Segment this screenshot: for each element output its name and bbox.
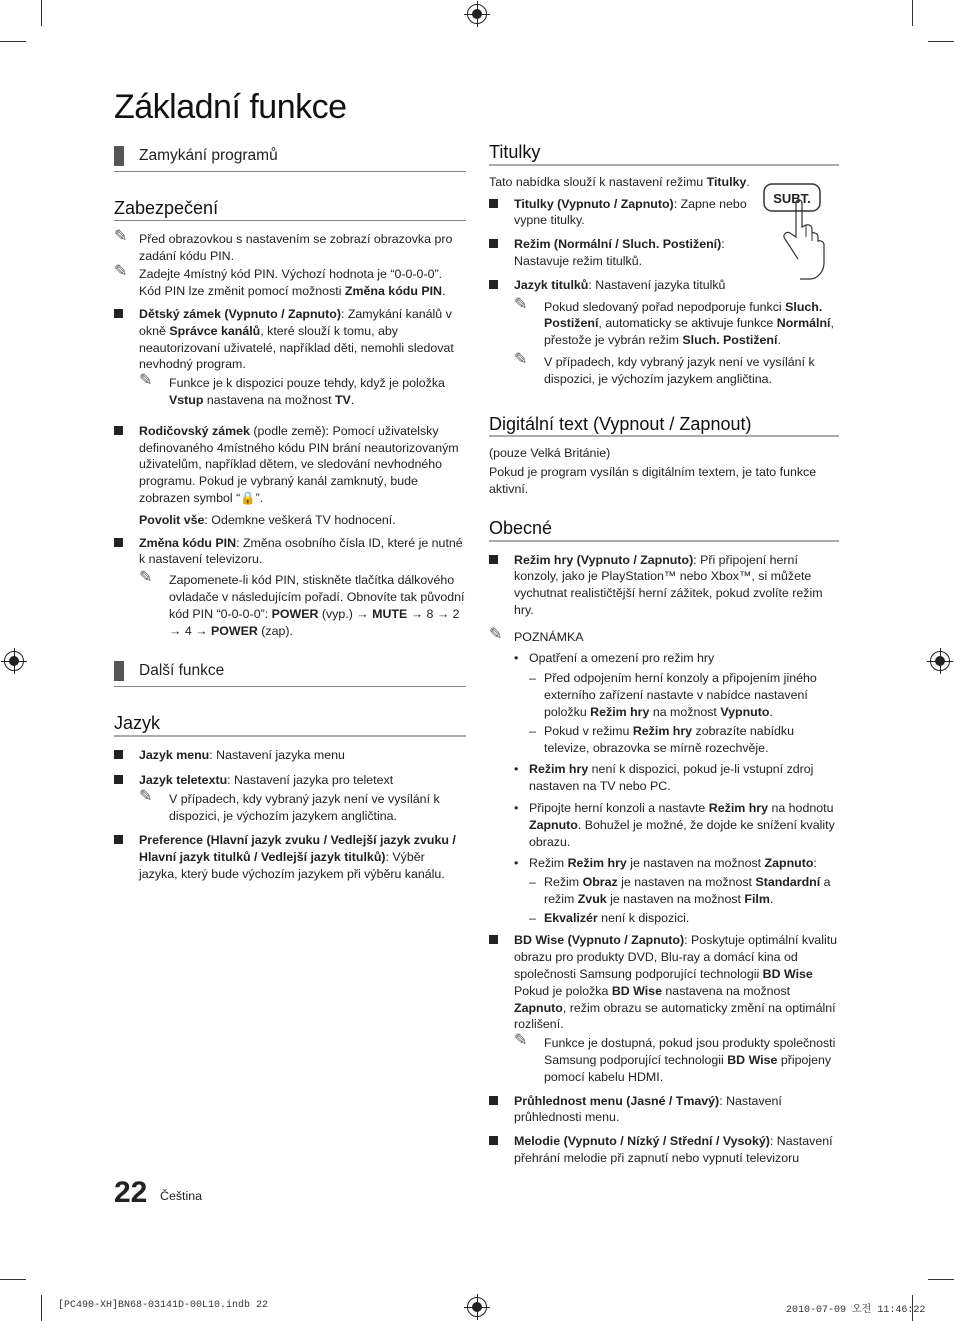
bullet-dash-icon: – <box>529 875 536 890</box>
bullet-dot-icon: • <box>514 856 519 871</box>
registration-mark-icon <box>930 651 950 671</box>
right-column <box>489 144 839 1167</box>
note-bold: POWER <box>211 623 258 638</box>
item-title: Režim hry (Vypnuto / Zapnuto) <box>514 552 694 567</box>
item-text: : Nastavení jazyka menu <box>209 748 345 763</box>
list-item <box>514 650 839 667</box>
list-item <box>514 800 839 850</box>
note-text: V případech, kdy vybraný jazyk není ve vysílání k dispozici, je výchozím jazykem angličtina. <box>544 354 815 386</box>
pencil-note-icon: ✎ <box>139 372 153 390</box>
item-title: Změna kódu PIN <box>139 535 237 550</box>
item-bold: Standardní <box>755 875 821 890</box>
bullet-square-icon <box>489 1136 498 1145</box>
subt-label: SUBT. <box>773 191 811 206</box>
bullet-square-icon <box>489 199 498 208</box>
item-text: nastavena na možnost <box>661 983 791 998</box>
heading-obecne: Obecné <box>489 520 839 542</box>
note-bold: BD Wise <box>727 1053 778 1068</box>
bullet-dot-icon: • <box>514 800 519 815</box>
bullet-square-icon <box>489 555 498 564</box>
item-text: : Nastavení přehrání melodie při zapnutí nebo vypnutí televizoru <box>514 1134 833 1166</box>
crop-mark <box>0 1279 26 1280</box>
item-text: : Výběr jazyka, který bude výchozím jazykem při výběru kanálu. <box>139 850 445 881</box>
page-language: Čeština <box>160 1189 203 1203</box>
pencil-note-icon: ✎ <box>514 350 528 368</box>
list-item <box>114 423 466 529</box>
list-item <box>489 236 754 270</box>
item-bold: Správce kanálů <box>169 323 261 338</box>
item-text: na hodnotu <box>768 800 834 815</box>
pencil-note-icon: ✎ <box>114 263 128 281</box>
list-item <box>529 723 839 757</box>
note-bold: POWER <box>271 606 319 621</box>
list-item <box>489 1093 839 1127</box>
item-bold: Zapnuto <box>529 817 578 832</box>
item-title: Dětský zámek (Vypnuto / Zapnuto) <box>139 306 341 321</box>
print-timestamp: 2010-07-09 오전 11:46:22 <box>786 1305 926 1316</box>
item-title: Titulky (Vypnuto / Zapnuto) <box>514 196 674 211</box>
section-bar-icon <box>114 146 124 166</box>
bullet-dot-icon: • <box>514 650 519 665</box>
item-bold: Ekvalizér <box>544 910 598 925</box>
registration-mark-icon <box>467 4 487 24</box>
bullet-square-icon <box>489 239 498 248</box>
item-text: není k dispozici. <box>597 910 690 925</box>
item-title: Melodie (Vypnuto / Nízký / Střední / Vysoký) <box>514 1134 770 1149</box>
item-text: Pokud je položka <box>514 983 612 998</box>
item-bold: Zvuk <box>577 891 607 906</box>
paragraph: Tato nabídka slouží k nastavení režimu Titulky. <box>489 174 750 189</box>
bullet-square-icon <box>489 935 498 944</box>
note-text: Pokud sledovaný pořad nepodporuje funkci <box>544 299 786 314</box>
bullet-dash-icon: – <box>529 723 536 738</box>
section-header-zamykani <box>114 144 466 172</box>
note-text: Před obrazovkou s nastavením se zobrazí obrazovka pro zadání kódu PIN. <box>139 231 453 263</box>
item-text: : Při připojení herní konzoly, jako je PlayStation™ nebo Xbox™, si můžete vychutnat realističtější herní zážitek, pokud zvolíte režim hry. <box>514 552 823 617</box>
item-text: Režim <box>529 856 568 871</box>
crop-mark <box>41 0 42 26</box>
note: ✎ Pokud sledovaný pořad nepodporuje funkci Sluch. Postižení, automaticky se aktivuje funkce Normální, přestože je vybrán režim Sluch. Postižení. <box>514 295 834 348</box>
crop-mark <box>928 41 954 42</box>
note-text: připojeny pomocí kabelu HDMI. <box>544 1053 832 1084</box>
note-text: Zapomenete-li kód PIN, stiskněte tlačítka dálkového ovladače v následujícím pořadí. Obnovíte tak původní kód PIN “0-0-0-0”: <box>169 573 465 621</box>
item-text: . Bohužel je možné, že dojde ke snížení kvality obrazu. <box>529 817 835 849</box>
item-bold: Režim hry <box>632 723 693 738</box>
pencil-note-icon: ✎ <box>139 569 153 587</box>
list-item <box>114 772 466 824</box>
item-title: Průhlednost menu (Jasné / Tmavý) <box>514 1093 720 1108</box>
item-text: : Nastavení jazyka pro teletext <box>227 772 394 787</box>
list-item <box>514 761 839 795</box>
note-list <box>489 650 839 927</box>
item-bold: BD Wise <box>611 983 662 998</box>
item-bold: Film <box>744 891 770 906</box>
bullet-square-icon <box>489 280 498 289</box>
note-text: → 8 → 2 → 4 → <box>169 606 460 638</box>
para-bold: Titulky <box>706 174 747 189</box>
paragraph: (pouze Velká Británie) <box>489 446 611 461</box>
note-bold: Normální <box>776 316 831 331</box>
note <box>114 227 466 265</box>
item-title: Jazyk menu <box>139 748 210 763</box>
item-text: : Zamykání kanálů v okně <box>139 306 452 338</box>
sub-list <box>514 670 839 756</box>
item-title: Jazyk titulků <box>514 277 589 292</box>
list-item <box>114 306 466 409</box>
pencil-note-icon: ✎ <box>514 1032 528 1050</box>
bullet-dash-icon: – <box>529 910 536 925</box>
note <box>514 1032 839 1085</box>
pencil-note-icon: ✎ <box>139 787 153 805</box>
heading-titulky: Titulky <box>489 144 839 166</box>
note <box>139 787 466 825</box>
item-text: : Nastavení průhlednosti menu. <box>514 1093 782 1125</box>
note-text: Zadejte 4místný kód PIN. Výchozí hodnota je “0-0-0-0”. Kód PIN lze změnit pomocí možnosti <box>139 267 443 299</box>
list-item <box>114 747 466 764</box>
section-title: Další funkce <box>139 661 225 679</box>
heading-digitalni-text: Digitální text (Vypnout / Zapnout) <box>489 416 839 438</box>
note-bold: Vstup <box>169 392 204 407</box>
list-item: – Režim Obraz je nastaven na možnost Standardní a režim Zvuk je nastaven na možnost Film. <box>529 875 831 906</box>
bullet-dash-icon: – <box>529 671 536 686</box>
note-header <box>489 625 839 646</box>
note: ✎ Funkce je k dispozici pouze tehdy, když je položka Vstup nastavena na možnost TV. <box>139 372 445 407</box>
item-bold: Režim hry <box>529 762 589 777</box>
left-column <box>114 144 466 883</box>
pencil-note-icon: ✎ <box>489 625 503 643</box>
note-text: , přestože je vybrán režim <box>544 316 834 348</box>
bullet-square-icon <box>114 538 123 547</box>
item-text: je nastaven na možnost <box>606 891 745 906</box>
section-title: Zamykání programů <box>139 146 278 164</box>
bullet-square-icon <box>114 775 123 784</box>
item-text: Režim <box>544 875 583 890</box>
bullet-square-icon <box>114 750 123 759</box>
note-bold: Sluch. Postižení <box>682 333 778 348</box>
item-text: Připojte herní konzoli a nastavte <box>529 800 709 815</box>
crop-mark <box>928 1279 954 1280</box>
item-text: : Odemkne veškerá TV hodnocení. <box>204 512 396 527</box>
note <box>139 569 466 639</box>
paragraph: Pokud je program vysílán s digitálním textem, je tato funkce aktivní. <box>489 465 817 496</box>
item-text: : Zapne nebo vypne titulky. <box>514 196 747 228</box>
heading-jazyk: Jazyk <box>114 715 466 737</box>
item-text: Před odpojením herní konzoly a připojením jiného externího zařízení nastavte v nabídce nastavení položku <box>544 671 817 719</box>
item-text: Opatření a omezení pro režim hry <box>529 650 715 665</box>
item-bold: Režim hry <box>567 856 627 871</box>
item-text: : Poskytuje optimální kvalitu obrazu pro produkty DVD, Blu-ray a domácí kina od společnosti Samsung podporující technologii <box>514 933 838 982</box>
pencil-note-icon: ✎ <box>514 295 528 313</box>
print-file-info: [PC490-XH]BN68-03141D-00L10.indb 22 <box>58 1300 269 1311</box>
item-bold: Vypnuto <box>720 704 770 719</box>
note-text: (vyp.) → <box>318 606 373 621</box>
crop-mark <box>41 1295 42 1321</box>
bullet-square-icon <box>489 1096 498 1105</box>
bullet-dot-icon: • <box>514 762 519 777</box>
item-title: Režim (Normální / Sluch. Postižení) <box>514 237 722 252</box>
list-item: • Režim Režim hry je nastaven na možnost Zapnuto: <box>514 856 817 871</box>
note-text: (zap). <box>257 623 293 638</box>
item-detail <box>139 512 466 529</box>
note-text: V případech, kdy vybraný jazyk není ve vysílání k dispozici, je výchozím jazykem angličtina. <box>169 791 440 823</box>
page-number: 22 <box>114 1176 148 1209</box>
item-bold: Režim hry <box>590 704 650 719</box>
list-item <box>489 1133 839 1167</box>
item-title: Preference (Hlavní jazyk zvuku / Vedlejší jazyk zvuku / Hlavní jazyk titulků / Vedlejší jazyk titulků) <box>139 833 456 865</box>
note: ✎ Zadejte 4místný kód PIN. Výchozí hodnota je “0-0-0-0”. Kód PIN lze změnit pomocí možnosti Změna kódu PIN. <box>114 263 446 299</box>
bullet-square-icon <box>114 426 123 435</box>
item-text: je nastaven na možnost <box>617 875 756 890</box>
item-text: : Změna osobního čísla ID, které je nutné k nastavení televizoru. <box>139 535 463 567</box>
list-item <box>529 910 839 927</box>
item-bold: Režim hry <box>708 800 768 815</box>
item-text: (podle země): Pomocí uživatelsky definovaného 4místného kódu PIN brání neautorizovaným uživatelům, například dětem, ve sledování nevhodného programu. Pokud je vybraný kanál zamknutý, bude zobrazen symbol “🔒”. <box>139 423 459 505</box>
list-item <box>114 535 466 640</box>
item-title: BD Wise (Vypnuto / Zapnuto) <box>514 933 685 948</box>
item-text: , režim obrazu se automaticky změní na optimální rozlišení. <box>514 1000 836 1032</box>
pencil-note-icon: ✎ <box>114 227 128 245</box>
crop-mark <box>0 41 26 42</box>
item-text: není k dispozici, pokud je-li vstupní zdroj nastaven na TV nebo PC. <box>529 762 814 794</box>
note-text: nastavena na možnost <box>203 392 335 407</box>
list-item <box>489 196 764 230</box>
note-bold: Sluch. Postižení <box>544 299 823 331</box>
note <box>514 350 839 388</box>
registration-mark-icon <box>4 651 24 671</box>
section-bar-icon <box>114 661 124 681</box>
list-item <box>489 277 839 388</box>
note-bold: TV <box>334 392 351 407</box>
item-text: Pokud v režimu <box>544 723 633 738</box>
list-item: – Před odpojením herní konzoly a připojením jiného externího zařízení nastavte v nabídce nastavení položku Režim hry na možnost Vypnuto. <box>529 671 817 719</box>
note-text: Funkce je dostupná, pokud jsou produkty společnosti Samsung podporující technologii <box>544 1036 836 1068</box>
bullet-square-icon <box>114 835 123 844</box>
item-text: je nastaven na možnost <box>626 856 765 871</box>
item-title: Jazyk teletextu <box>139 772 228 787</box>
section-header-dalsi <box>114 659 466 687</box>
item-text: : Nastavuje režim titulků. <box>514 237 725 268</box>
sub-list <box>514 874 839 926</box>
para-text: Tato nabídka slouží k nastavení režimu <box>489 174 707 189</box>
note-bold: Změna kódu PIN <box>344 284 442 299</box>
item-text: na možnost <box>649 704 721 719</box>
registration-mark-icon <box>467 1297 487 1317</box>
heading-zabezpeceni: Zabezpečení <box>114 200 466 221</box>
crop-mark <box>912 0 913 26</box>
item-title: Rodičovský zámek <box>139 423 250 438</box>
item-bold: Zapnuto <box>764 856 814 871</box>
item-text: : Nastavení jazyka titulků <box>588 277 726 292</box>
item-bold: Povolit vše <box>139 512 205 527</box>
item-bold: Obraz <box>582 875 618 890</box>
item-text: , které slouží k tomu, aby neautorizovaní uživatelé, například děti, nemohli sledovat nevhodný program. <box>139 323 454 372</box>
bullet-square-icon <box>114 309 123 318</box>
list-item <box>489 932 839 1085</box>
list-item <box>489 552 839 619</box>
item-text: a režim <box>544 875 831 906</box>
note-text: Funkce je k dispozici pouze tehdy, když je položka <box>169 376 445 391</box>
note-bold: MUTE <box>372 606 408 621</box>
item-bold: BD Wise <box>762 967 813 982</box>
item-bold: Zapnuto <box>514 1000 563 1015</box>
note-label: POZNÁMKA <box>514 629 584 644</box>
note-text: , automaticky se aktivuje funkce <box>598 316 777 331</box>
page-title: Základní funkce <box>114 88 347 126</box>
list-item <box>114 832 466 882</box>
item-text: zobrazíte nabídku televize, obrazovka se mírně rozechvěje. <box>544 723 795 755</box>
